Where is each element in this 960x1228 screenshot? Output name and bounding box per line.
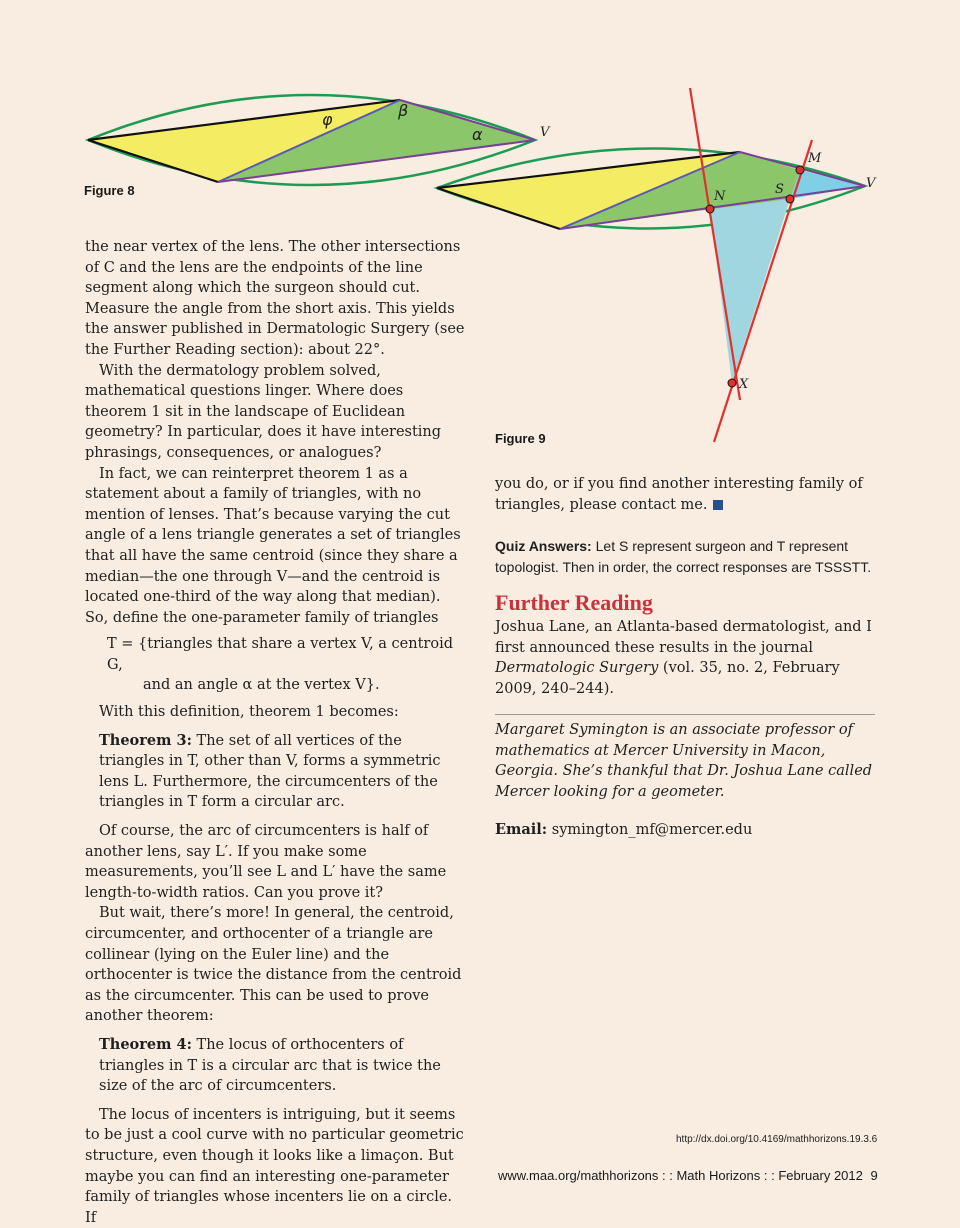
figure-8-caption: Figure 8: [84, 183, 135, 198]
theorem-3-title: Theorem 3:: [99, 731, 192, 749]
theorem-3: [85, 731, 467, 813]
fig9-s-label: S: [775, 182, 784, 197]
further-reading-body: [495, 617, 879, 699]
further-reading-text-b: (vol. 35, no. 2, February 2009, 240–244).: [495, 660, 840, 697]
left-p7: The locus of incenters is intriguing, but it seems to be just a cool curve with no particular geometric structure, even though it looks like a limaçon. But maybe you can find an interesting one-parameter family of triangles whose incenters lie on a circle. If: [85, 1106, 464, 1226]
fig9-point-x: [728, 379, 736, 387]
theorem-3-body: The set of all vertices of the triangles in T, other than V, forms a symmetric lens L. Furthermore, the circumcenters of the triangles in T form a circular arc.: [99, 732, 441, 811]
quiz-body: Let S represent surgeon and T represent topologist. Then in order, the correct responses are TSSSTT.: [495, 538, 872, 575]
left-p4: With this definition, theorem 1 becomes:: [99, 704, 399, 721]
end-mark-icon: [713, 500, 723, 510]
fig8-vertex-label: V: [540, 125, 550, 140]
doi-link[interactable]: http://dx.doi.org/10.4169/mathhorizons.19.3.6: [676, 1134, 878, 1145]
fig9-point-n: [706, 205, 714, 213]
further-reading-text-a: Joshua Lane, an Atlanta-based dermatologist, and I first announced these results in the journal: [495, 619, 872, 656]
fig9-point-s: [786, 195, 794, 203]
fig8-alpha-label: α: [472, 125, 483, 144]
left-p1: the near vertex of the lens. The other intersections of C and the lens are the endpoints of the line segment along which the surgeon should cut. Measure the angle from the short axis. This yields the answer published in Dermatologic Surgery (see the Further Reading section): about 22°.: [85, 239, 465, 358]
author-bio: [495, 720, 879, 802]
fig9-point-m: [796, 166, 804, 174]
left-p3: In fact, we can reinterpret theorem 1 as a statement about a family of triangles, with no mention of lenses. That’s because varying the cut angle of a lens triangle generates a set of triangles that all have the same centroid (since they share a median—the one through V—and the centroid is located one-third of the way along that median). So, define the one-parameter family of triangles: [85, 465, 461, 626]
theorem-4: [85, 1035, 467, 1097]
bio-divider: [495, 714, 875, 715]
fig9-n-label: N: [714, 189, 726, 204]
footer-text: www.maa.org/mathhorizons : : Math Horizons : : February 2012: [498, 1168, 863, 1183]
set-definition-line2: and an angle α at the vertex V}.: [143, 677, 380, 694]
left-p2: With the dermatology problem solved, mathematical questions linger. Where does theorem 1 sit in the landscape of Euclidean geometry? In particular, does it have interesting phrasings, consequences, or analogues?: [85, 362, 442, 461]
left-p5: Of course, the arc of circumcenters is half of another lens, say L′. If you make some measurements, you’ll see L and L′ have the same length-to-width ratios. Can you prove it?: [85, 823, 447, 901]
theorem-4-body: The locus of orthocenters of triangles in T is a circular arc that is twice the size of the arc of circumcenters.: [99, 1036, 441, 1095]
page-footer: [498, 1168, 878, 1183]
fig9-v-label: V: [866, 176, 876, 191]
left-p6: But wait, there’s more! In general, the centroid, circumcenter, and orthocenter of a triangle are collinear (lying on the Euler line) and the orthocenter is twice the distance from the centroid as the circumcenter. This can be used to prove another theorem:: [85, 905, 462, 1025]
fig8-beta-label: β: [398, 101, 409, 120]
fig9-x-label: X: [739, 377, 749, 392]
further-reading-heading: Further Reading: [495, 590, 653, 615]
email-label: Email:: [495, 821, 548, 838]
author-bio-text: Margaret Symington is an associate professor of mathematics at Mercer University in Macon, Georgia. She’s thankful that Dr. Joshua Lane called Mercer looking for a geometer.: [495, 722, 873, 800]
further-reading-journal: Dermatologic Surgery: [495, 660, 659, 677]
email-line: [495, 820, 879, 841]
theorem-4-title: Theorem 4:: [99, 1035, 192, 1053]
right-p1-text: you do, or if you find another interesting family of triangles, please contact me.: [495, 476, 863, 513]
email-address[interactable]: symington_mf@mercer.edu: [547, 822, 753, 838]
quiz-label: Quiz Answers:: [495, 538, 592, 554]
figure-9-diagram: [430, 80, 890, 450]
page-number: 9: [870, 1168, 878, 1183]
quiz-answers: [495, 536, 885, 577]
fig9-m-label: M: [808, 151, 822, 166]
figure-9-caption: Figure 9: [495, 431, 546, 446]
set-definition: [85, 634, 467, 696]
right-p1: [495, 474, 879, 515]
left-column: [85, 237, 467, 1228]
right-column: [495, 474, 879, 515]
set-definition-line1: T = {triangles that share a vertex V, a centroid G,: [107, 636, 453, 673]
fig8-phi-label: φ: [322, 110, 333, 129]
